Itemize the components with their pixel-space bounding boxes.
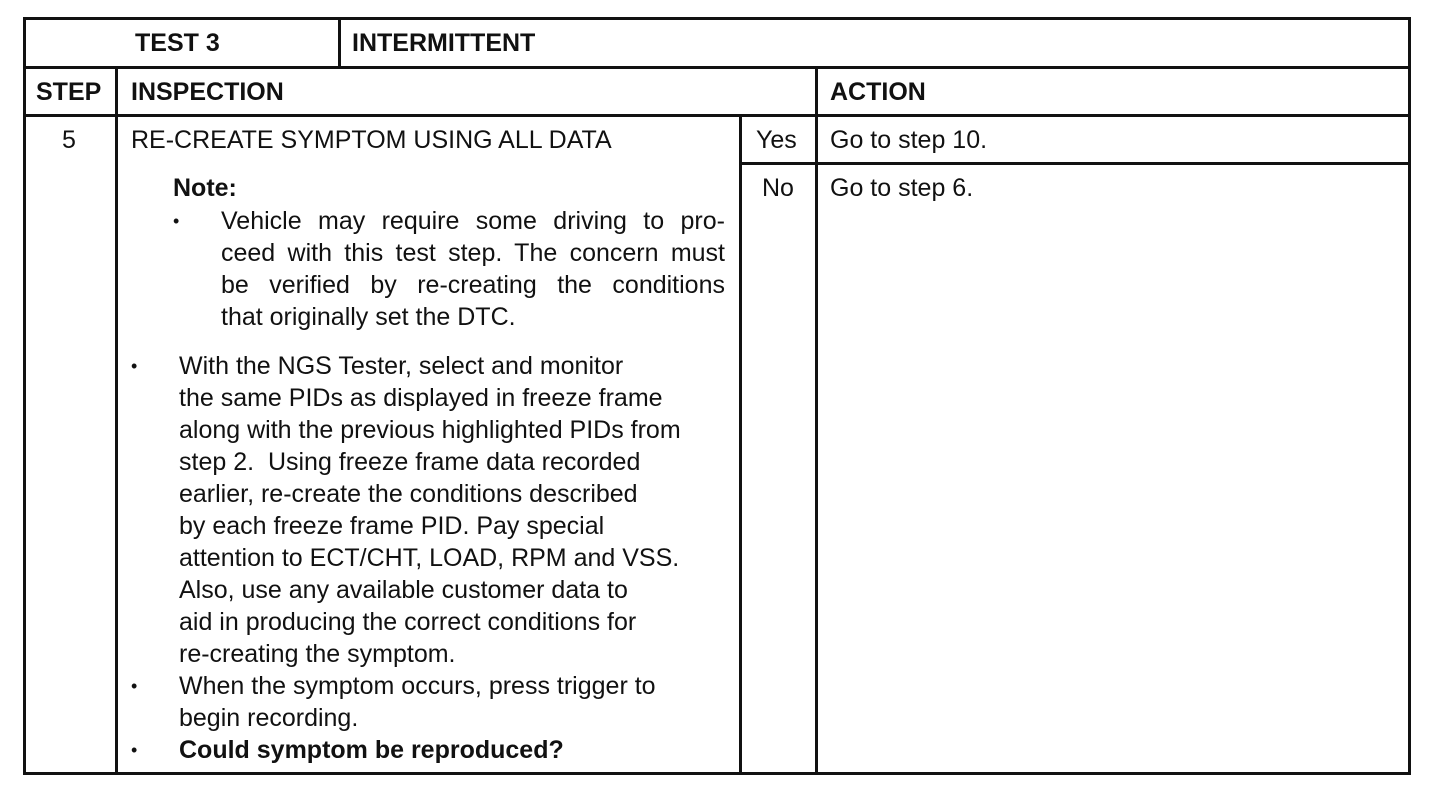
note-line: ceed with this test step. The concern must — [221, 239, 725, 267]
column-header-divider — [23, 114, 1411, 117]
bullet1-line: step 2. Using freeze frame data recorded — [179, 448, 641, 476]
step-column-header: STEP — [36, 78, 102, 106]
bullet1-line: along with the previous highlighted PIDs from — [179, 416, 681, 444]
bullet1-line: the same PIDs as displayed in freeze frame — [179, 384, 663, 412]
note-line: that originally set the DTC. — [221, 303, 516, 331]
inspection-column-header: INSPECTION — [131, 78, 284, 106]
action-yes: Go to step 10. — [830, 126, 988, 154]
bullet1-line: aid in producing the correct conditions for — [179, 608, 637, 636]
bullet-icon: • — [131, 740, 138, 760]
answer-no: No — [762, 174, 794, 202]
step-column-divider — [115, 66, 118, 775]
bullet-icon: • — [131, 356, 138, 376]
bullet2-line: When the symptom occurs, press trigger to — [179, 672, 656, 700]
action-no: Go to step 6. — [830, 174, 974, 202]
test-label-divider — [338, 17, 341, 68]
bullet-icon: • — [131, 676, 138, 696]
note-line: Vehicle may require some driving to pro- — [221, 207, 725, 235]
header-divider — [23, 66, 1411, 69]
inspection-title: RE-CREATE SYMPTOM USING ALL DATA — [131, 126, 612, 154]
action-column-divider — [815, 66, 818, 775]
bullet3-question: Could symptom be reproduced? — [179, 736, 564, 764]
bullet1-line: earlier, re-create the conditions described — [179, 480, 638, 508]
test-name: INTERMITTENT — [352, 29, 536, 57]
bullet2-line: begin recording. — [179, 704, 359, 732]
bullet1-line: attention to ECT/CHT, LOAD, RPM and VSS. — [179, 544, 680, 572]
note-bullet-icon: • — [173, 211, 180, 231]
bullet1-line: re-creating the symptom. — [179, 640, 456, 668]
test-label: TEST 3 — [135, 29, 220, 57]
answer-yes: Yes — [756, 126, 797, 154]
note-line: be verified by re-creating the conditions — [221, 271, 725, 299]
answer-column-divider — [739, 114, 742, 775]
answer-divider — [740, 162, 1411, 165]
note-label: Note: — [173, 174, 237, 202]
bullet1-line: by each freeze frame PID. Pay special — [179, 512, 605, 540]
bullet1-line: With the NGS Tester, select and monitor — [179, 352, 624, 380]
step-number: 5 — [62, 126, 76, 154]
action-column-header: ACTION — [830, 78, 926, 106]
bullet1-line: Also, use any available customer data to — [179, 576, 628, 604]
